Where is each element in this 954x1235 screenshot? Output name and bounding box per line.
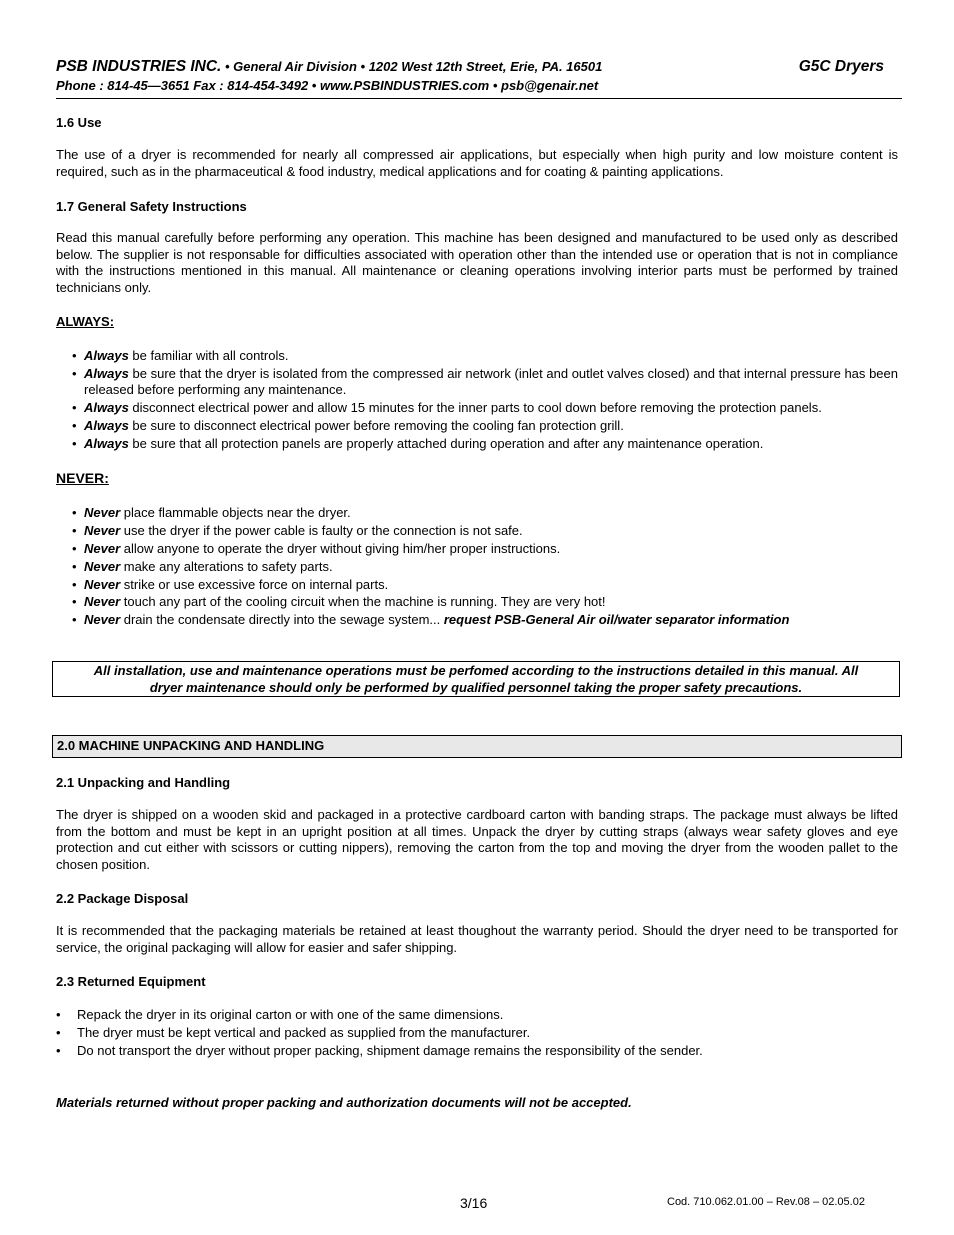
list-item: • Never touch any part of the cooling circuit when the machine is running. They are very hot! xyxy=(72,594,606,610)
never-heading: NEVER: xyxy=(56,470,109,486)
never-list xyxy=(56,505,898,630)
header-company-line xyxy=(56,58,602,76)
always-list xyxy=(56,348,898,454)
section-1-6-text: The use of a dryer is recommended for nearly all compressed air applications, but especially when high purity and low moisture content is required, such as in the pharmaceutical & food industry, medical applications and for coating & painting applications. xyxy=(56,147,898,179)
list-item: • Repack the dryer in its original carton or with one of the same dimensions. xyxy=(56,1007,504,1022)
product-name: G5C Dryers xyxy=(798,58,884,75)
list-item: • Never make any alterations to safety parts. xyxy=(72,558,333,574)
header-contact: Phone : 814-45—3651 Fax : 814-454-3492 • www.PSBINDUSTRIES.com • psb@genair.net xyxy=(56,78,599,93)
section-1-7-text: Read this manual carefully before performing any operation. This machine has been designed and manufactured to be used only as described below. The supplier is not responsable for difficulties associated with operation other than the intended use or operation that is not in compliance with the instructions mentioned in this manual. All maintenance or cleaning operations involving interior parts must be performed by trained technicians only. xyxy=(56,230,898,295)
section-1-7-title: 1.7 General Safety Instructions xyxy=(56,199,247,214)
list-item: • Always be familiar with all controls. xyxy=(72,348,289,363)
list-item: • Never use the dryer if the power cable is faulty or the connection is not safe. xyxy=(72,522,523,538)
safety-notice-box xyxy=(52,661,900,697)
list-item: • Always be sure that the dryer is isolated from the compressed air network (inlet and outlet valves closed) and that internal pressure has been released before performing any maintenance. xyxy=(72,365,898,398)
section-2-3-title: 2.3 Returned Equipment xyxy=(56,974,206,989)
list-item: • Never drain the condensate directly into the sewage system... request PSB-General Air oil/water separator information xyxy=(72,612,790,628)
page-number: 3/16 xyxy=(460,1195,488,1211)
company-name: PSB INDUSTRIES INC. xyxy=(56,58,222,75)
list-item: • Do not transport the dryer without proper packing, shipment damage remains the responsibility of the sender. xyxy=(56,1043,703,1059)
list-item: • The dryer must be kept vertical and packed as supplied from the manufacturer. xyxy=(56,1025,531,1041)
section-2-title: 2.0 MACHINE UNPACKING AND HANDLING xyxy=(57,738,325,753)
section-2-2-title: 2.2 Package Disposal xyxy=(56,891,189,906)
company-address: • General Air Division • 1202 West 12th Street, Erie, PA. 16501 xyxy=(221,59,603,74)
notice-line-2: dryer maintenance should only be performed by qualified personnel taking the proper safety precautions. xyxy=(149,679,803,695)
list-item: • Never strike or use excessive force on internal parts. xyxy=(72,576,389,592)
page-header xyxy=(56,58,902,99)
section-2-1-title: 2.1 Unpacking and Handling xyxy=(56,775,231,790)
document-code: Cod. 710.062.01.00 – Rev.08 – 02.05.02 xyxy=(667,1196,865,1208)
returns-warning: Materials returned without proper packing and authorization documents will not be accepted. xyxy=(56,1095,632,1110)
section-1-6-title: 1.6 Use xyxy=(56,115,102,130)
list-item: • Never place flammable objects near the dryer. xyxy=(72,505,351,520)
section-2-header-bar xyxy=(52,735,902,758)
list-item: • Always disconnect electrical power and allow 15 minutes for the inner parts to cool down before removing the protection panels. xyxy=(72,400,822,416)
section-2-1-text: The dryer is shipped on a wooden skid and packaged in a protective cardboard carton with banding straps. The package must always be lifted from the bottom and must be kept in an upright position at all times. Unpack the dryer by cutting straps (always wear safety gloves and eye protection and cut either with scissors or cutting nippers), removing the carton from the top and moving the dryer from the wooden pallet to the chosen position. xyxy=(56,807,898,872)
always-heading: ALWAYS: xyxy=(56,314,115,329)
list-item: • Never allow anyone to operate the dryer without giving him/her proper instructions. xyxy=(72,540,561,556)
list-item: • Always be sure that all protection panels are properly attached during operation and after any maintenance operation. xyxy=(72,436,764,452)
list-item: • Always be sure to disconnect electrical power before removing the cooling fan protection grill. xyxy=(72,418,624,434)
section-2-2-text: It is recommended that the packaging materials be retained at least thoughout the warranty period. Should the dryer need to be transported for service, the original packaging will allow for easier and safer shipping. xyxy=(56,923,898,955)
returned-equipment-list xyxy=(56,1007,898,1061)
notice-line-1: All installation, use and maintenance operations must be perfomed according to the instructions detailed in this manual. All xyxy=(93,663,859,678)
